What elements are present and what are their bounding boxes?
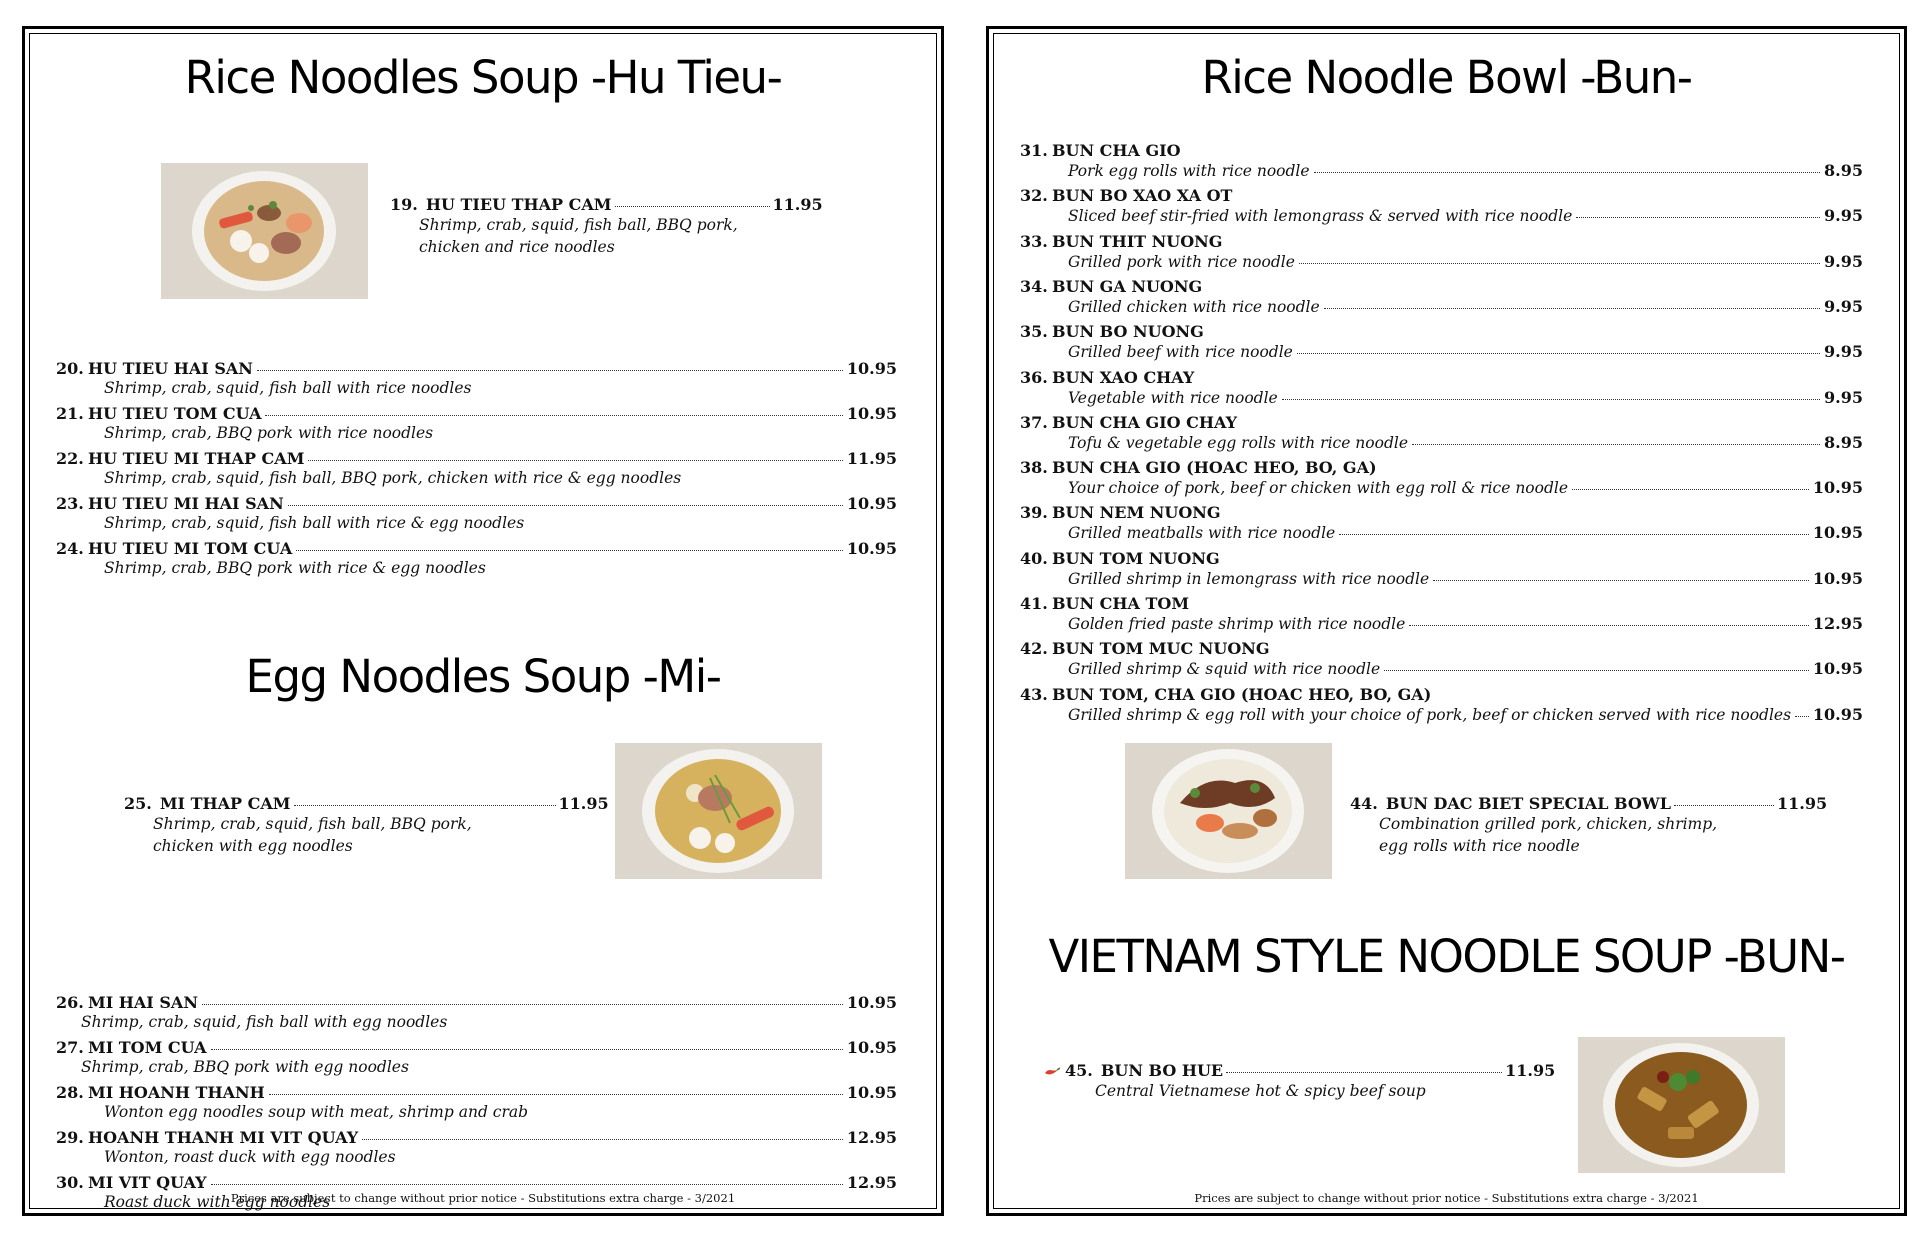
dot-leader xyxy=(1282,399,1820,400)
menu-item-20 xyxy=(56,359,897,399)
item-number: 31. xyxy=(1020,141,1048,160)
menu-item-32 xyxy=(1020,186,1863,227)
menu-page-left xyxy=(22,26,944,1216)
menu-item-29 xyxy=(56,1128,897,1168)
item-description: Grilled shrimp & squid with rice noodle xyxy=(1068,660,1381,679)
mi-thap-cam-photo xyxy=(615,743,822,879)
menu-item-34 xyxy=(1020,277,1863,318)
menu-item-39 xyxy=(1020,503,1863,544)
item-description: Grilled shrimp & egg roll with your choice of pork, beef or chicken served with rice noodles xyxy=(1068,705,1792,724)
item-description: Wonton egg noodles soup with meat, shrimp and crab xyxy=(104,1103,529,1121)
item-number: 30. xyxy=(56,1173,84,1192)
item-description-line-1: Shrimp, crab, squid, fish ball, BBQ pork, xyxy=(153,815,472,833)
item-description-line-2: egg rolls with rice noodle xyxy=(1379,837,1580,855)
menu-item-45 xyxy=(1044,1061,1555,1102)
item-price: 9.95 xyxy=(1824,206,1863,226)
item-description: Grilled pork with rice noodle xyxy=(1068,252,1295,271)
item-number: 28. xyxy=(56,1083,84,1102)
item-number: 19. xyxy=(390,195,418,214)
item-name: BUN GA NUONG xyxy=(1052,276,1203,296)
item-description-row xyxy=(1020,205,1863,227)
dot-leader xyxy=(1226,1072,1502,1073)
section-title-mi: Egg Noodles Soup -Mi- xyxy=(245,650,721,703)
item-price: 10.95 xyxy=(1812,523,1863,543)
item-description-row xyxy=(1020,568,1863,590)
item-price: 9.95 xyxy=(1824,342,1863,362)
item-name: BUN TOM NUONG xyxy=(1052,548,1220,568)
menu-item-26 xyxy=(56,993,897,1033)
dot-leader xyxy=(211,1184,843,1185)
item-name: BUN BO HUE xyxy=(1100,1061,1224,1080)
item-number: 42. xyxy=(1020,639,1048,659)
item-name: HU TIEU TOM CUA xyxy=(88,404,262,423)
item-description-row xyxy=(1020,432,1863,454)
item-number: 43. xyxy=(1020,684,1048,704)
menu-item-22 xyxy=(56,449,897,489)
item-number: 29. xyxy=(56,1128,84,1147)
item-description: Grilled beef with rice noodle xyxy=(1068,343,1293,362)
item-description: Shrimp, crab, BBQ pork with rice & egg noodles xyxy=(104,559,486,577)
section-title-bun: Rice Noodle Bowl -Bun- xyxy=(1201,51,1692,104)
item-description-row xyxy=(1020,658,1863,680)
item-number: 41. xyxy=(1020,594,1048,613)
item-name: HU TIEU THAP CAM xyxy=(425,195,612,214)
item-description-line-1: Shrimp, crab, squid, fish ball, BBQ pork, xyxy=(419,216,738,234)
item-price: 10.95 xyxy=(846,993,897,1012)
item-name: HU TIEU MI THAP CAM xyxy=(88,449,305,468)
dot-leader xyxy=(202,1004,843,1005)
item-description: Grilled meatballs with rice noodle xyxy=(1068,524,1336,543)
menu-item-41 xyxy=(1020,594,1863,635)
item-price: 8.95 xyxy=(1824,432,1863,452)
item-name: MI THAP CAM xyxy=(159,794,291,813)
item-number: 34. xyxy=(1020,276,1048,296)
dot-leader xyxy=(257,370,843,371)
item-price: 11.95 xyxy=(1505,1061,1556,1080)
item-description-row xyxy=(1020,477,1863,499)
item-price: 10.95 xyxy=(846,539,897,558)
item-number: 23. xyxy=(56,494,84,513)
item-name: HU TIEU MI HAI SAN xyxy=(88,494,284,513)
item-price: 12.95 xyxy=(846,1128,897,1147)
dot-leader xyxy=(1299,263,1820,264)
item-description: Sliced beef stir-fried with lemongrass & served with rice noodle xyxy=(1068,207,1573,226)
dot-leader xyxy=(1409,625,1809,626)
bun-bo-hue-photo xyxy=(1578,1037,1785,1173)
dot-leader xyxy=(362,1139,843,1140)
dot-leader xyxy=(288,505,843,506)
dot-leader xyxy=(1433,580,1809,581)
item-name: MI HOANH THANH xyxy=(88,1083,265,1102)
item-description-row xyxy=(1020,160,1863,182)
item-name: BUN CHA GIO xyxy=(1052,141,1181,160)
dot-leader xyxy=(1412,444,1820,445)
menu-item-43 xyxy=(1020,685,1863,726)
item-description: Shrimp, crab, squid, fish ball with rice & egg noodles xyxy=(104,514,525,532)
item-name: HOANH THANH MI VIT QUAY xyxy=(88,1128,359,1147)
menu-item-27 xyxy=(56,1038,897,1078)
dot-leader xyxy=(1572,489,1809,490)
menu-item-23 xyxy=(56,494,897,534)
dot-leader xyxy=(1576,217,1820,218)
item-number: 27. xyxy=(56,1038,84,1057)
item-name: BUN THIT NUONG xyxy=(1052,231,1223,251)
item-description: Pork egg rolls with rice noodle xyxy=(1068,162,1310,180)
dot-leader xyxy=(1314,172,1820,173)
dot-leader xyxy=(308,460,842,461)
item-number: 39. xyxy=(1020,503,1048,523)
chili-pepper-icon xyxy=(1044,1062,1060,1072)
item-number: 24. xyxy=(56,539,84,558)
item-number: 37. xyxy=(1020,412,1048,432)
menu-item-28 xyxy=(56,1083,897,1123)
item-description-row xyxy=(1020,522,1863,544)
item-number: 26. xyxy=(56,993,84,1012)
section-title-vietnam-style: VIETNAM STYLE NOODLE SOUP -BUN- xyxy=(1048,930,1845,983)
item-description-row xyxy=(1020,704,1863,726)
item-description: Shrimp, crab, squid, fish ball with rice noodles xyxy=(104,379,472,397)
item-price: 12.95 xyxy=(1812,614,1863,633)
dot-leader xyxy=(615,206,770,207)
item-name: BUN CHA GIO CHAY xyxy=(1052,412,1238,432)
hu-tieu-thap-cam-photo xyxy=(161,163,368,299)
item-name: BUN CHA GIO (HOAC HEO, BO, GA) xyxy=(1052,458,1377,478)
menu-item-38 xyxy=(1020,458,1863,499)
dot-leader xyxy=(269,1094,843,1095)
item-description: Shrimp, crab, squid, fish ball, BBQ pork, chicken with rice & egg noodles xyxy=(104,469,682,487)
menu-item-36 xyxy=(1020,368,1863,409)
menu-item-40 xyxy=(1020,549,1863,590)
menu-item-44 xyxy=(1350,794,1827,857)
item-name: HU TIEU MI TOM CUA xyxy=(88,539,293,558)
section-title-hu-tieu: Rice Noodles Soup -Hu Tieu- xyxy=(184,51,782,104)
menu-item-19 xyxy=(390,195,823,258)
dot-leader xyxy=(1324,308,1820,309)
item-price: 10.95 xyxy=(1812,704,1863,724)
dot-leader xyxy=(1297,353,1820,354)
item-name: BUN CHA TOM xyxy=(1052,594,1190,613)
item-number: 36. xyxy=(1020,367,1048,387)
dot-leader xyxy=(294,805,556,806)
menu-item-24 xyxy=(56,539,897,579)
item-name: BUN BO NUONG xyxy=(1052,322,1204,342)
item-price: 10.95 xyxy=(846,404,897,423)
item-number: 22. xyxy=(56,449,84,468)
menu-item-37 xyxy=(1020,413,1863,454)
item-description-line-1: Combination grilled pork, chicken, shrimp, xyxy=(1379,815,1718,833)
item-description-line-2: chicken with egg noodles xyxy=(153,837,353,855)
item-name: MI HAI SAN xyxy=(88,993,198,1012)
menu-item-35 xyxy=(1020,322,1863,363)
bun-dac-biet-photo xyxy=(1125,743,1332,879)
item-name: BUN XAO CHAY xyxy=(1052,367,1195,387)
item-number: 33. xyxy=(1020,231,1048,251)
menu-item-31 xyxy=(1020,141,1863,182)
item-price: 10.95 xyxy=(846,494,897,513)
dot-leader xyxy=(265,415,842,416)
item-price: 9.95 xyxy=(1824,296,1863,316)
item-price: 12.95 xyxy=(846,1173,897,1192)
price-notice-footer: Prices are subject to change without prior notice - Substitutions extra charge - 3/2021 xyxy=(1194,1191,1699,1205)
item-name: BUN NEM NUONG xyxy=(1052,503,1221,523)
item-number: 20. xyxy=(56,359,84,378)
item-price: 10.95 xyxy=(1812,659,1863,679)
item-description: Central Vietnamese hot & spicy beef soup xyxy=(1095,1082,1426,1100)
item-description-row xyxy=(1020,296,1863,318)
item-price: 11.95 xyxy=(558,794,609,813)
item-description: Grilled shrimp in lemongrass with rice noodle xyxy=(1068,569,1430,588)
item-name: MI TOM CUA xyxy=(88,1038,207,1057)
item-price: 8.95 xyxy=(1824,161,1863,180)
item-name: BUN TOM, CHA GIO (HOAC HEO, BO, GA) xyxy=(1052,684,1432,704)
item-description: Grilled chicken with rice noodle xyxy=(1068,297,1320,316)
item-description: Shrimp, crab, squid, fish ball with egg noodles xyxy=(81,1013,448,1031)
item-price: 11.95 xyxy=(1777,794,1828,813)
item-description: Golden fried paste shrimp with rice noodle xyxy=(1068,615,1406,633)
item-price: 10.95 xyxy=(1812,478,1863,498)
price-notice-footer: Prices are subject to change without prior notice - Substitutions extra charge - 3/2021 xyxy=(230,1191,736,1205)
item-price: 10.95 xyxy=(846,1038,897,1057)
dot-leader xyxy=(1384,670,1809,671)
dot-leader xyxy=(1795,716,1809,717)
item-name: MI VIT QUAY xyxy=(88,1173,207,1192)
item-description-row xyxy=(1020,613,1863,635)
item-description: Roast duck with egg noodles xyxy=(104,1193,331,1211)
item-name: BUN DAC BIET SPECIAL BOWL xyxy=(1385,794,1671,813)
menu-item-33 xyxy=(1020,232,1863,273)
item-description: Vegetable with rice noodle xyxy=(1068,388,1278,407)
item-description: Shrimp, crab, BBQ pork with egg noodles xyxy=(81,1058,409,1076)
item-number: 44. xyxy=(1350,794,1378,813)
item-number: 40. xyxy=(1020,548,1048,568)
item-description: Shrimp, crab, BBQ pork with rice noodles xyxy=(104,424,434,442)
menu-item-25 xyxy=(124,794,609,857)
menu-item-21 xyxy=(56,404,897,444)
dot-leader xyxy=(211,1049,843,1050)
item-description-line-2: chicken and rice noodles xyxy=(419,238,615,256)
item-description: Wonton, roast duck with egg noodles xyxy=(104,1148,396,1166)
item-number: 35. xyxy=(1020,322,1048,342)
dot-leader xyxy=(296,550,843,551)
item-price: 10.95 xyxy=(1812,568,1863,588)
menu-item-42 xyxy=(1020,639,1863,680)
item-number: 38. xyxy=(1020,458,1048,478)
item-price: 9.95 xyxy=(1824,251,1863,271)
dot-leader xyxy=(1674,805,1774,806)
menu-page-right xyxy=(986,26,1907,1216)
item-price: 10.95 xyxy=(846,359,897,378)
item-name: BUN TOM MUC NUONG xyxy=(1052,639,1270,659)
item-name: HU TIEU HAI SAN xyxy=(88,359,253,378)
item-price: 11.95 xyxy=(846,449,897,468)
item-description: Your choice of pork, beef or chicken with egg roll & rice noodle xyxy=(1068,479,1569,498)
item-description-row xyxy=(1020,387,1863,409)
item-description-row xyxy=(1020,341,1863,363)
item-name: BUN BO XAO XA OT xyxy=(1052,186,1233,206)
item-price: 11.95 xyxy=(772,195,823,214)
item-number: 32. xyxy=(1020,186,1048,206)
item-number: 21. xyxy=(56,404,84,423)
item-number: 25. xyxy=(124,794,152,813)
item-price: 10.95 xyxy=(846,1083,897,1102)
item-number: 45. xyxy=(1065,1061,1093,1080)
item-price: 9.95 xyxy=(1824,387,1863,407)
item-description-row xyxy=(1020,251,1863,273)
item-description: Tofu & vegetable egg rolls with rice noodle xyxy=(1068,433,1409,452)
dot-leader xyxy=(1339,534,1809,535)
